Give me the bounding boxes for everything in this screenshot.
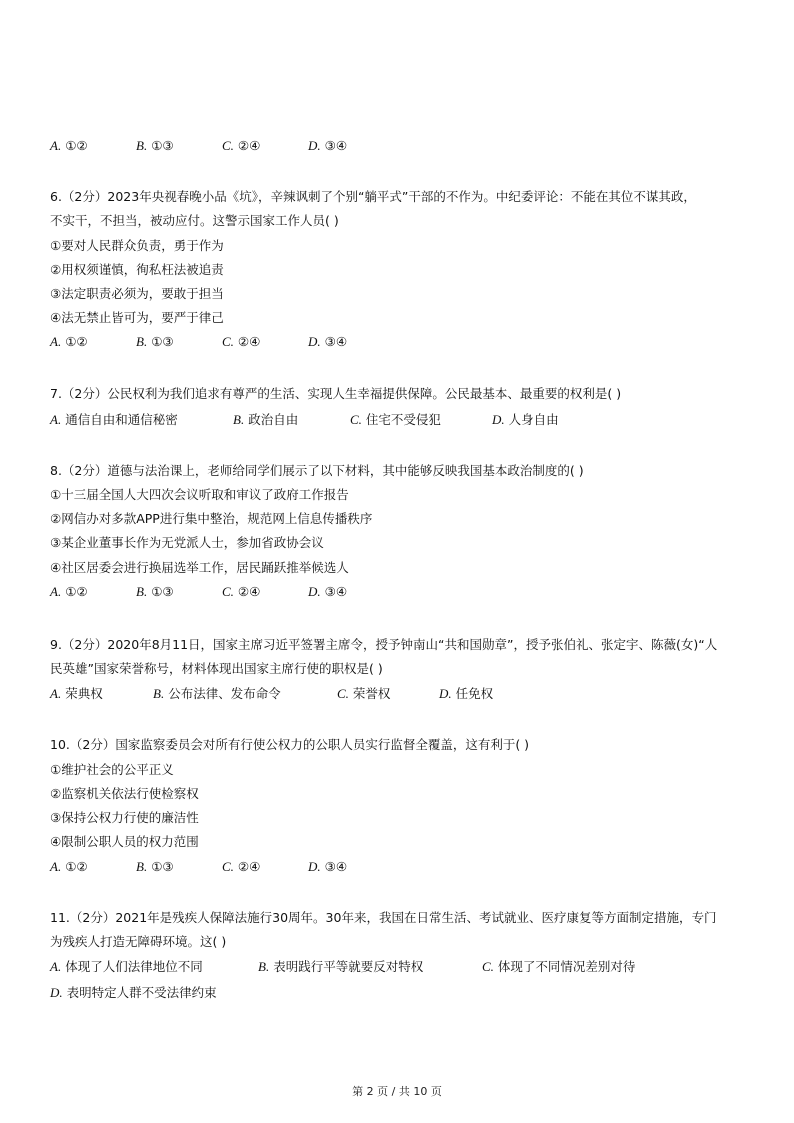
option-b[interactable]: B. ①③ xyxy=(136,859,174,874)
option-b[interactable]: B. ①③ xyxy=(136,334,174,349)
option-c[interactable]: C. 体现了不同情况差别对待 xyxy=(482,959,636,974)
option-a[interactable]: A. ①② xyxy=(50,334,88,349)
q9-stem-line-1: 9.（2分）2020年8月11日，国家主席习近平签署主席令，授予钟南山“共和国勋章”，授予张伯礼、张定宇、陈薇(女)“人 xyxy=(50,637,718,652)
q6-stem-line-2: 不实干，不担当，被动应付。这警示国家工作人员( ) xyxy=(50,213,339,228)
q10-item-4: ④限制公职人员的权力范围 xyxy=(50,834,199,849)
option-b[interactable]: B. ①③ xyxy=(136,584,174,599)
option-a[interactable]: A. 体现了人们法律地位不同 xyxy=(50,959,203,974)
q11-stem-line-1: 11.（2分）2021年是残疾人保障法施行30周年。30年来，我国在日常生活、考试就业、医疗康复等方面制定措施，专门 xyxy=(50,910,717,925)
q8-item-4: ④社区居委会进行换届选举工作，居民踊跃推举候选人 xyxy=(50,560,349,575)
option-c[interactable]: C. 荣誉权 xyxy=(337,686,391,701)
option-b[interactable]: B. ①③ xyxy=(136,138,174,153)
q6-item-1: ①要对人民群众负责，勇于作为 xyxy=(50,238,224,253)
option-d[interactable]: D. 表明特定人群不受法律约束 xyxy=(50,985,217,1000)
option-c[interactable]: C. ②④ xyxy=(222,334,261,349)
option-c[interactable]: C. 住宅不受侵犯 xyxy=(350,412,441,427)
q9-stem-line-2: 民英雄”国家荣誉称号，材料体现出国家主席行使的职权是( ) xyxy=(50,661,383,676)
q8-item-3: ③某企业董事长作为无党派人士，参加省政协会议 xyxy=(50,535,324,550)
page-number-footer: 第 2 页 / 共 10 页 xyxy=(352,1085,442,1098)
q7-stem-line-1: 7.（2分）公民权利为我们追求有尊严的生活、实现人生幸福提供保障。公民最基本、最重要的权利是( ) xyxy=(50,386,622,401)
q10-item-3: ③保持公权力行使的廉洁性 xyxy=(50,810,199,825)
option-d[interactable]: D. ③④ xyxy=(308,584,348,599)
q6-item-3: ③法定职责必须为，要敢于担当 xyxy=(50,286,224,301)
option-a[interactable]: A. ①② xyxy=(50,584,88,599)
q8-stem-line-1: 8.（2分）道德与法治课上，老师给同学们展示了以下材料，其中能够反映我国基本政治制度的( ) xyxy=(50,463,584,478)
q10-item-1: ①维护社会的公平正义 xyxy=(50,762,174,777)
q6-stem-line-1: 6.（2分）2023年央视春晚小品《坑》，辛辣讽刺了个别“躺平式”干部的不作为。中纪委评论：不能在其位不谋其政， xyxy=(50,189,696,204)
option-d[interactable]: D. ③④ xyxy=(308,138,348,153)
option-a[interactable]: A. ①② xyxy=(50,859,88,874)
q8-item-1: ①十三届全国人大四次会议听取和审议了政府工作报告 xyxy=(50,487,349,502)
option-d[interactable]: D. 任免权 xyxy=(439,686,494,701)
q10-item-2: ②监察机关依法行使检察权 xyxy=(50,786,199,801)
q11-stem-line-2: 为残疾人打造无障碍环境。这( ) xyxy=(50,934,227,949)
option-c[interactable]: C. ②④ xyxy=(222,859,261,874)
q10-stem-line-1: 10.（2分）国家监察委员会对所有行使公权力的公职人员实行监督全覆盖，这有利于( ) xyxy=(50,737,530,752)
option-c[interactable]: C. ②④ xyxy=(222,584,261,599)
option-c[interactable]: C. ②④ xyxy=(222,138,261,153)
option-d[interactable]: D. ③④ xyxy=(308,859,348,874)
q8-item-2: ②网信办对多款APP进行集中整治，规范网上信息传播秩序 xyxy=(50,511,373,526)
option-d[interactable]: D. 人身自由 xyxy=(492,412,559,427)
option-b[interactable]: B. 公布法律、发布命令 xyxy=(153,686,281,701)
option-b[interactable]: B. 表明践行平等就要反对特权 xyxy=(258,959,424,974)
option-b[interactable]: B. 政治自由 xyxy=(233,412,299,427)
option-d[interactable]: D. ③④ xyxy=(308,334,348,349)
option-a[interactable]: A. 通信自由和通信秘密 xyxy=(50,412,178,427)
option-a[interactable]: A. 荣典权 xyxy=(50,686,103,701)
option-a[interactable]: A. ①② xyxy=(50,138,88,153)
q6-item-2: ②用权须谨慎，徇私枉法被追责 xyxy=(50,262,224,277)
q6-item-4: ④法无禁止皆可为，要严于律己 xyxy=(50,310,224,325)
